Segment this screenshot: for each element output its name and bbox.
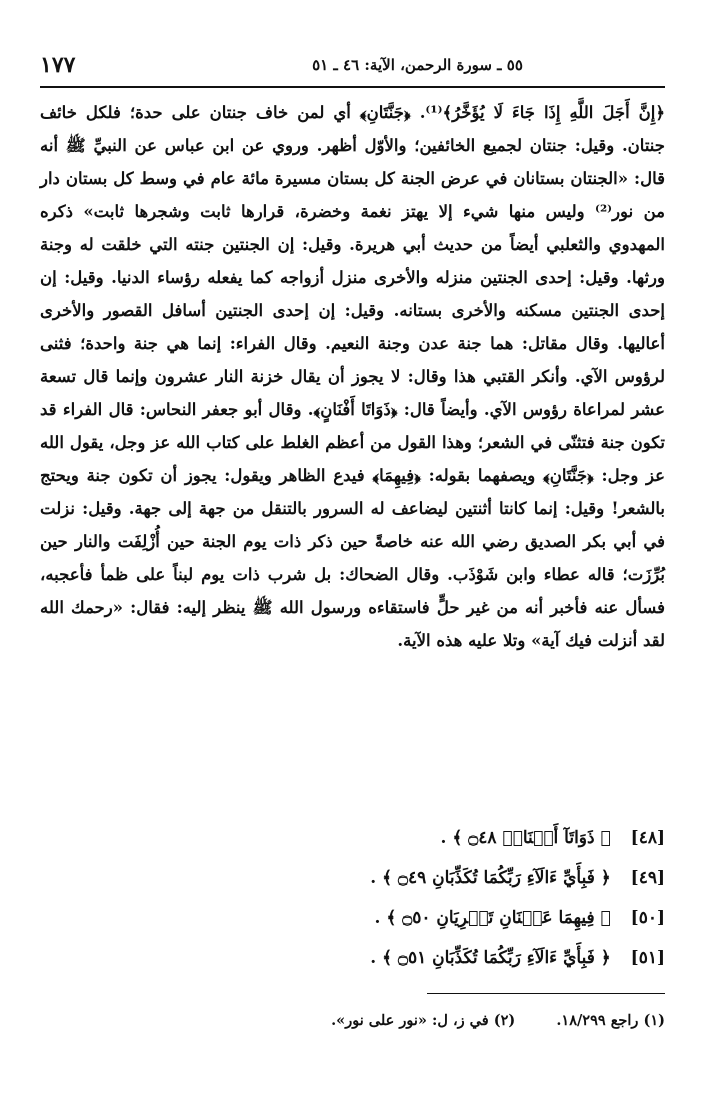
verse-text: ﴿ فَبِأَيِّ ءَالَآءِ رَبِّكُمَا تُكَذِّبَانِ ۝٥١ ﴾ . bbox=[370, 948, 611, 968]
verse-number: [٤٩] bbox=[630, 868, 665, 888]
page-number: ١٧٧ bbox=[40, 52, 76, 78]
footnote-2: (٢) في ز، ل: «نور على نور». bbox=[331, 1012, 516, 1029]
verse-number: [٤٨] bbox=[630, 828, 665, 848]
footnotes bbox=[40, 1012, 665, 1029]
running-title: ٥٥ ـ سورة الرحمن، الآية: ٤٦ ـ ٥١ bbox=[312, 56, 523, 74]
footnote-divider bbox=[427, 993, 665, 994]
verse-number: [٥٠] bbox=[630, 908, 665, 928]
verse-48 bbox=[120, 818, 665, 858]
verse-50 bbox=[120, 898, 665, 938]
verse-49 bbox=[120, 858, 665, 898]
verse-text: ﴿ فِيهِمَا عَيۡنَانِ تَجۡرِيَانِ ۝٥٠ ﴾ . bbox=[374, 908, 611, 928]
verse-text: ﴿ ذَوَاتَآ أَفۡنَانٖ ۝٤٨ ﴾ . bbox=[440, 828, 611, 848]
footnote-1: (١) راجع ١٨/٢٩٩. bbox=[556, 1012, 665, 1029]
verse-number: [٥١] bbox=[630, 948, 665, 968]
verse-list bbox=[120, 818, 665, 978]
verse-51 bbox=[120, 938, 665, 978]
commentary-paragraph: ﴿إِنَّ أَجَلَ اللَّهِ إِذَا جَاءَ لَا يُؤَخَّرُ﴾⁽¹⁾. ﴿جَنَّتَانِ﴾ أي لمن خاف جنتان على حدة؛ فلكل خائف جنتان. وقيل: جنتان لجميع الخائفين؛ والأوّل أظهر. وروي عن ابن عباس عن النبيِّ ﷺ أنه قال: «الجنتان بستانان في عرض الجنة كل بستان مسيرة مائة عام في وسط كل بستان دار من نور⁽²⁾ وليس منها شيء إلا يهتز نغمة وخضرة، قرارها ثابت وشجرها ثابت» ذكره المهدوي والثعلبي أيضاً من حديث أبي هريرة. وقيل: إن الجنتين جنته التي خلقت له وجنة ورثها. وقيل: إحدى الجنتين منزله والأخرى منزل أزواجه كما يفعله رؤساء الدنيا. وقيل: إن إحدى الجنتين مسكنه والأخرى بستانه. وقيل: إن إحدى الجنتين أسافل القصور والأخرى أعاليها. وقال مقاتل: هما جنة عدن وجنة النعيم. وقال الفراء: إنما هي جنة واحدة؛ فثنى لرؤوس الآي. وأنكر القتبي هذا وقال: لا يجوز أن يقال خزنة النار عشرون وإنما قال تسعة عشر لمراعاة رؤوس الآي. وأيضاً قال: ﴿ذَوَاتَا أَفْنَانٍ﴾. وقال أبو جعفر النحاس: قال الفراء قد تكون جنة فتثنّى في الشعر؛ وهذا القول من أعظم الغلط على كتاب الله عز وجل، يقول الله عز وجل: ﴿جَنَّتَانِ﴾ ويصفهما بقوله: ﴿فِيهِمَا﴾ فيدع الظاهر ويقول: يجوز أن تكون جنة ويحتج بالشعر! وقيل: إنما كانتا أثنتين ليضاعف له السرور بالتنقل من جهة إلى جهة. وقيل: نزلت في أبي بكر الصديق رضي الله عنه خاصةً حين ذكر ذات يوم الجنة حين أُزْلِفَت والنار حين بُرِّزَت؛ قاله عطاء وابن شَوْذَب. وقال الضحاك: بل شرب ذات يوم لبناً على ظمأ فأعجبه، فسأل عنه فأخبر أنه من غير حلٍّ فاستقاءه ورسول الله ﷺ ينظر إليه: فقال: «رحمك الله لقد أنزلت فيك آية» وتلا عليه هذه الآية. bbox=[40, 103, 666, 650]
page-header bbox=[40, 52, 665, 88]
verse-text: ﴿ فَبِأَيِّ ءَالَآءِ رَبِّكُمَا تُكَذِّبَانِ ۝٤٩ ﴾ . bbox=[370, 868, 611, 888]
commentary-text bbox=[40, 96, 665, 657]
